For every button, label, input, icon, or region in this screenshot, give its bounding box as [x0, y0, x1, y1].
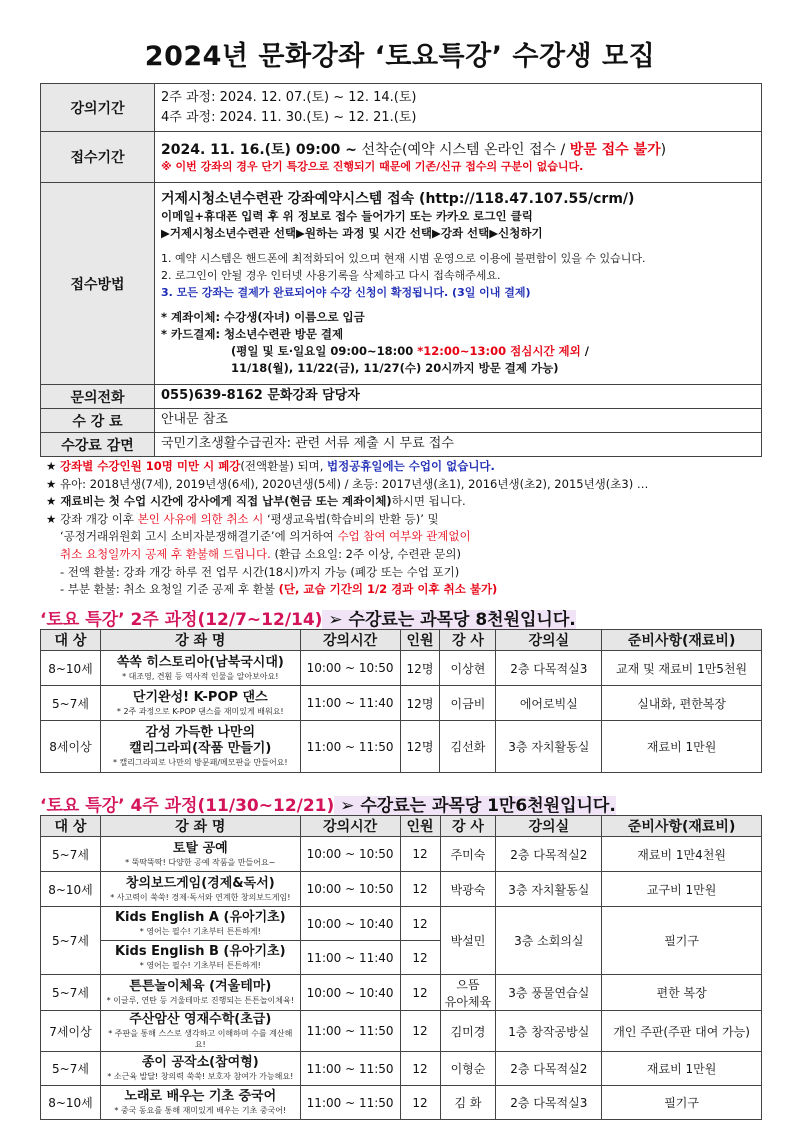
- table-row: [41, 1011, 762, 1052]
- table-cell: 12명: [400, 651, 440, 686]
- table-cell: 이금비: [440, 686, 496, 721]
- table-cell: 11:00 ~ 11:50: [300, 1052, 400, 1086]
- receipt-rest: 선착순(예약 시스템 온라인 접수 /: [357, 142, 570, 159]
- section-4week-heading: ‘토요 특강’ 4주 과정(11/30~12/21) ➢ 수강료는 과목당 1만6천원입니다.: [40, 796, 616, 816]
- receipt-value: [155, 132, 762, 183]
- table-cell: 주산암산 영재수학(초급) * 주판을 통해 스스로 생각하고 이해하며 수를 계산해요!: [100, 1011, 300, 1052]
- receipt-note: ※ 이번 강좌의 경우 단기 특강으로 진행되기 때문에 기존/신규 접수의 구분이 없습니다.: [161, 160, 584, 174]
- table-cell: 종이 공작소(참여형) * 소근육 발달! 창의력 쑥쑥! 보호자 참여가 가능해요!: [100, 1052, 300, 1086]
- table-cell: 5~7세: [41, 1052, 101, 1086]
- table-cell: 12명: [400, 686, 440, 721]
- column-header: 강의실: [496, 816, 602, 837]
- fee-value: 안내문 참조: [155, 409, 762, 433]
- table-row: [41, 872, 762, 907]
- table-cell: 2층 다목적실3: [496, 1086, 602, 1120]
- column-header: 강 사: [440, 816, 496, 837]
- note-refund-2: ‘공정거래위원회 고시 소비자분쟁해결기준’에 의거하여 수업 참여 여부와 관계없이: [60, 529, 471, 544]
- period-line-2w: 2주 과정: 2024. 12. 07.(토) ~ 12. 14.(토): [161, 89, 417, 105]
- period-line-4w: 4주 과정: 2024. 11. 30.(토) ~ 12. 21.(토): [161, 109, 417, 125]
- table-cell: 쏙쏙 히스토리아(남북국시대) * 대조영, 견훤 등 역사적 인물을 알아보아요!: [100, 651, 300, 686]
- table-cell: 10:00 ~ 10:40: [300, 907, 400, 941]
- method-system-line: 거제시청소년수련관 강좌예약시스템 접속 (http://118.47.107.55/crm/): [161, 190, 635, 207]
- table-cell: Kids English B (유아기초) * 영어는 필수! 기초부터 튼튼하게!: [100, 941, 300, 975]
- phone-label: 문의전화: [41, 385, 155, 409]
- table-cell: 2층 다목적실2: [496, 1052, 602, 1086]
- table-row: [41, 837, 762, 872]
- table-row: [41, 1052, 762, 1086]
- method-note-1: 1. 예약 시스템은 핸드폰에 최적화되어 있으며 현재 시범 운영으로 이용에 불편함이 있을 수 있습니다.: [161, 251, 646, 265]
- note-partial-refund: - 부분 환불: 취소 요청일 기준 공제 후 환불 (단, 교습 기간의 1/2 경과 이후 취소 불가): [60, 582, 498, 597]
- table-cell: 에어로빅실: [496, 686, 602, 721]
- table-cell: 5~7세: [41, 837, 101, 872]
- course-table-2week: [40, 629, 762, 773]
- table-cell: 노래로 배우는 기초 중국어 * 중국 동요를 통해 재미있게 배우는 기초 중국어!: [100, 1086, 300, 1120]
- note-full-refund: - 전액 환불: 강좌 개강 하루 전 업무 시간(18시)까지 가능 (폐강 또는 수업 포기): [60, 564, 460, 579]
- course-table-4week: [40, 815, 762, 1120]
- fee-row: [41, 409, 762, 433]
- note-ages: ★ 유아: 2018년생(7세), 2019년생(6세), 2020년생(5세) / 초등: 2017년생(초1), 2016년생(초2), 2015년생(초3) …: [46, 476, 649, 491]
- table-cell: 2층 다목적실3: [496, 651, 602, 686]
- phone-row: [41, 385, 762, 409]
- table-row: [41, 721, 762, 773]
- table-cell: 8~10세: [41, 872, 101, 907]
- table-row: [41, 975, 762, 1011]
- column-header: 인원: [400, 630, 440, 651]
- table-cell: 1층 창작공방실: [496, 1011, 602, 1052]
- column-header: 강 좌 명: [100, 816, 300, 837]
- method-note-2: 2. 로그인이 안될 경우 인터넷 사용기록을 삭제하고 다시 접속해주세요.: [161, 268, 501, 282]
- table-cell: 박광숙: [440, 872, 496, 907]
- payment-hours: (평일 및 토·일요일 09:00~18:00 *12:00~13:00 점심시간 제외 /: [231, 343, 589, 358]
- table-cell: 교구비 1만원: [602, 872, 762, 907]
- note-refund-1: ★ 강좌 개강 이후 본인 사유에 의한 취소 시 ‘평생교육법(학습비의 반환 등)’ 및: [46, 511, 439, 526]
- table-cell: Kids English A (유아기초) * 영어는 필수! 기초부터 튼튼하게!: [100, 907, 300, 941]
- table-cell: 감성 가득한 나만의 캘리그라피(작품 만들기) * 캘리그라피로 나만의 방문패/메모판을 만들어요!: [100, 721, 300, 773]
- table-cell: 11:00 ~ 11:50: [300, 721, 400, 773]
- period-label: 강의기간: [41, 84, 155, 132]
- table-cell: 필기구: [602, 1086, 762, 1120]
- discount-label: 수강료 감면: [41, 433, 155, 457]
- method-row: [41, 183, 762, 385]
- column-header: 준비사항(재료비): [602, 630, 762, 651]
- receipt-row: [41, 132, 762, 183]
- table-cell: 이형순: [440, 1052, 496, 1086]
- page-title: 2024년 문화강좌 ‘토요특강’ 수강생 모집: [144, 41, 656, 72]
- section-2week-heading: ‘토요 특강’ 2주 과정(12/7~12/14) ➢ 수강료는 과목당 8천원입니다.: [40, 610, 576, 630]
- discount-row: [41, 433, 762, 457]
- column-header: 강의시간: [300, 630, 400, 651]
- column-header: 대 상: [41, 630, 101, 651]
- note-refund-3: 취소 요청일까지 공제 후 환불해 드립니다. (환급 소요일: 2주 이상, 수련관 문의): [60, 546, 461, 561]
- payment-dates: 11/18(월), 11/22(금), 11/27(수) 20시까지 방문 결제 가능): [231, 360, 559, 375]
- column-header: 강의시간: [300, 816, 400, 837]
- table-cell: 12: [400, 1052, 440, 1086]
- table-cell: 12: [400, 907, 440, 941]
- method-steps-line: ▶거제시청소년수련관 선택▶원하는 과정 및 시간 선택▶강좌 선택▶신청하기: [161, 225, 543, 240]
- note-closing: ★ 강좌별 수강인원 10명 미만 시 폐강(전액환불) 되며, 법정공휴일에는 수업이 없습니다.: [46, 459, 495, 473]
- table-cell: 8~10세: [41, 1086, 101, 1120]
- period-row: [41, 84, 762, 132]
- notes: [46, 458, 766, 599]
- table-cell: 7세이상: [41, 1011, 101, 1052]
- table-cell: 이상현: [440, 651, 496, 686]
- table-cell: 3층 자치활동실: [496, 721, 602, 773]
- table-cell: 재료비 1만원: [602, 721, 762, 773]
- info-table: [40, 83, 762, 457]
- table-cell: 필기구: [602, 907, 762, 975]
- table-cell: 8세이상: [41, 721, 101, 773]
- table-cell: 3층 자치활동실: [496, 872, 602, 907]
- method-note-3: 3. 모든 강좌는 결제가 완료되어야 수강 신청이 확정됩니다. (3일 이내 결제): [161, 285, 531, 299]
- table-cell: 주미숙: [440, 837, 496, 872]
- table-cell: 11:00 ~ 11:50: [300, 1086, 400, 1120]
- table-cell: 토탈 공예 * 뚝딱뚝딱! 다양한 공예 작품을 만들어요~: [100, 837, 300, 872]
- table-cell: 5~7세: [41, 975, 101, 1011]
- table-cell: 10:00 ~ 10:40: [300, 975, 400, 1011]
- column-header: 강의실: [496, 630, 602, 651]
- discount-value: 국민기초생활수급권자: 관련 서류 제출 시 무료 접수: [155, 433, 762, 457]
- table-cell: 12: [400, 872, 440, 907]
- payment-card: * 카드결제: 청소년수련관 방문 결제: [161, 326, 344, 341]
- receipt-close: ): [660, 142, 667, 159]
- course-header-row: [41, 630, 762, 651]
- table-cell: 재료비 1만4천원: [602, 837, 762, 872]
- table-cell: 김선화: [440, 721, 496, 773]
- column-header: 대 상: [41, 816, 101, 837]
- table-row: [41, 651, 762, 686]
- table-cell: 3층 풍물연습실: [496, 975, 602, 1011]
- method-value: [155, 183, 762, 385]
- table-cell: 교재 및 재료비 1만5천원: [602, 651, 762, 686]
- table-cell: 12: [400, 1086, 440, 1120]
- method-login-line: 이메일+휴대폰 입력 후 위 정보로 접수 들어가기 또는 카카오 로그인 클릭: [161, 208, 533, 223]
- table-cell: 12명: [400, 721, 440, 773]
- table-row: [41, 907, 762, 941]
- table-cell: 11:00 ~ 11:50: [300, 1011, 400, 1052]
- table-cell: 5~7세: [41, 907, 101, 975]
- table-cell: 10:00 ~ 10:50: [300, 837, 400, 872]
- table-cell: 5~7세: [41, 686, 101, 721]
- table-cell: 실내화, 편한복장: [602, 686, 762, 721]
- table-cell: 3층 소회의실: [496, 907, 602, 975]
- period-value: [155, 84, 762, 132]
- table-cell: 재료비 1만원: [602, 1052, 762, 1086]
- table-cell: 편한 복장: [602, 975, 762, 1011]
- table-row: [41, 686, 762, 721]
- receipt-no-visit: 방문 접수 불가: [569, 142, 661, 159]
- column-header: 강 좌 명: [100, 630, 300, 651]
- column-header: 준비사항(재료비): [602, 816, 762, 837]
- table-cell: 단기완성! K-POP 댄스 * 2주 과정으로 K-POP 댄스를 재미있게 배워요!: [100, 686, 300, 721]
- table-cell: 튼튼놀이체육 (겨울테마) * 이글루, 연탄 등 겨울테마로 진행되는 튼튼놀이체육!: [100, 975, 300, 1011]
- table-cell: 11:00 ~ 11:40: [300, 686, 400, 721]
- table-cell: 8~10세: [41, 651, 101, 686]
- table-cell: 박설민: [440, 907, 496, 975]
- table-cell: 개인 주판(주판 대여 가능): [602, 1011, 762, 1052]
- table-cell: 10:00 ~ 10:50: [300, 651, 400, 686]
- note-material: ★ 재료비는 첫 수업 시간에 강사에게 직접 납부(현금 또는 계좌이체)하시면 됩니다.: [46, 494, 466, 509]
- column-header: 강 사: [440, 630, 496, 651]
- table-cell: 김미경: [440, 1011, 496, 1052]
- table-cell: 10:00 ~ 10:50: [300, 872, 400, 907]
- table-cell: 11:00 ~ 11:40: [300, 941, 400, 975]
- payment-transfer: * 계좌이체: 수강생(자녀) 이름으로 입금: [161, 309, 365, 324]
- table-cell: 12: [400, 975, 440, 1011]
- method-label: 접수방법: [41, 183, 155, 385]
- table-cell: 창의보드게임(경제&독서) * 사고력이 쑥쑥! 경제·독서와 연계한 창의보드게임!: [100, 872, 300, 907]
- table-cell: 12: [400, 837, 440, 872]
- table-cell: 김 화: [440, 1086, 496, 1120]
- receipt-start: 2024. 11. 16.(토) 09:00 ~: [161, 142, 357, 159]
- phone-value: 055)639-8162 문화강좌 담당자: [155, 385, 762, 409]
- column-header: 인원: [400, 816, 440, 837]
- fee-label: 수 강 료: [41, 409, 155, 433]
- table-cell: 12: [400, 1011, 440, 1052]
- table-cell: 2층 다목적실2: [496, 837, 602, 872]
- table-cell: 12: [400, 941, 440, 975]
- table-row: [41, 1086, 762, 1120]
- receipt-label: 접수기간: [41, 132, 155, 183]
- table-cell: 으뜸 유아체육: [440, 975, 496, 1011]
- course-header-row: [41, 816, 762, 837]
